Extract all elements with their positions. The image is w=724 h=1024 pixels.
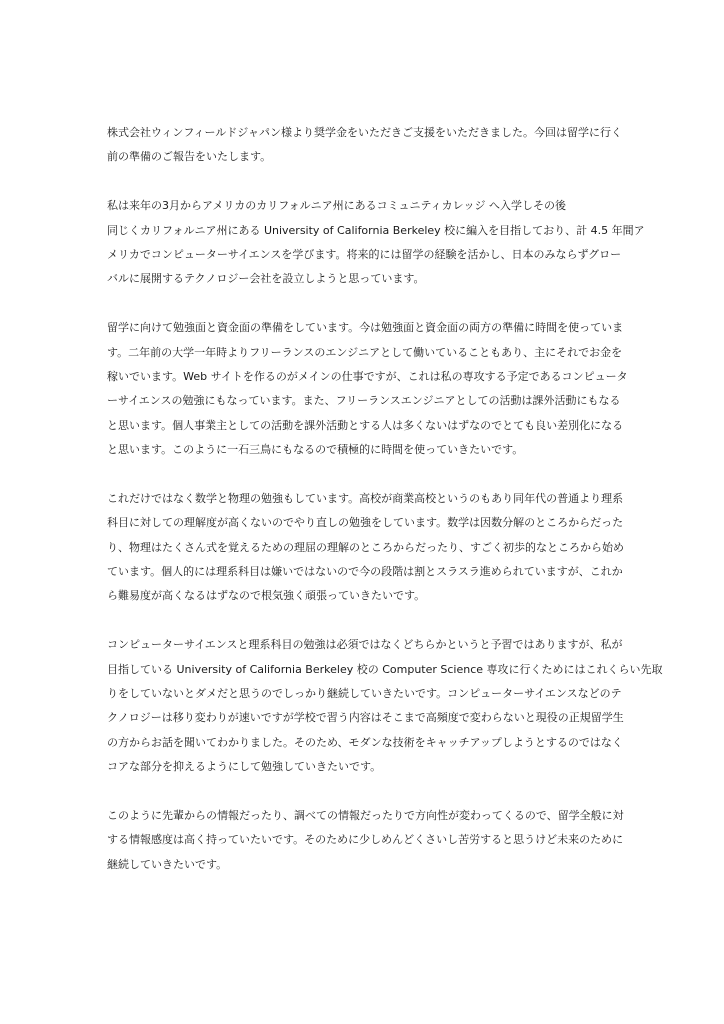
text-line: の方からお話を聞いてわかりました。そのため、モダンな技術をキャッチアップしようとするのではなく: [107, 735, 623, 749]
text-line: ています。個人的には理系科目は嫌いではないので今の段階は割とスラスラ進められていますが、これか: [107, 565, 623, 579]
text-line: コンピューターサイエンスと理系科目の勉強は必須ではなくどちらかというと予習ではありますが、私が: [107, 638, 623, 652]
text-line: バルに展開するテクノロジー会社を設立しようと思っています。: [107, 272, 425, 286]
text-line: メリカでコンピューターサイエンスを学びます。将来的には留学の経験を活かし、日本のみならずグロー: [107, 247, 622, 261]
text-line: これだけではなく数学と物理の勉強もしています。高校が商業高校というのもあり同年代の普通より理系: [107, 491, 624, 505]
text-line: 稼いでいます。Web サイトを作るのがメインの仕事ですが、これは私の専攻する予定であるコンピュータ: [107, 369, 628, 383]
text-line: 同じくカリフォルニア州にある University of California Berkeley 校に編入を目指しており、計 4.5 年間ア: [107, 223, 645, 237]
text-line: 目指している University of California Berkeley 校の Computer Science 専攻に行くためにはこれくらい先取: [107, 662, 663, 676]
paragraph-cs-study: [107, 633, 663, 779]
text-line: 私は来年の3月からアメリカのカリフォルニア州にあるコミュニティカレッジ へ入学しその後: [107, 199, 566, 213]
text-line: りをしていないとダメだと思うのでしっかり継続していきたいです。コンピューターサイエンスなどのテ: [107, 686, 622, 700]
paragraph-plan: [107, 194, 645, 292]
document-body: [107, 121, 663, 902]
text-line: このように先輩からの情報だったり、調べての情報だったりで方向性が変わってくるので、留学全般に対: [107, 808, 624, 822]
text-line: 株式会社ウィンフィールドジャパン様より奨学金をいただきご支援をいただきました。今回は留学に行く: [107, 126, 623, 139]
text-line: コアな部分を抑えるようにして勉強していきたいです。: [107, 760, 382, 774]
text-line: 科目に対しての理解度が高くないのでやり直しの勉強をしています。数学は因数分解のところからだった: [107, 516, 624, 530]
text-line: と思います。このように一石三鳥にもなるので積極的に時間を使っていきたいです。: [107, 443, 524, 457]
text-line: り、物理はたくさん式を覚えるための理屈の理解のところからだったり、すごく初歩的なところから始め: [107, 540, 624, 554]
text-line: 前の準備のご報告をいたします。: [107, 150, 272, 164]
text-line: と思います。個人事業主としての活動を課外活動とする人は多くないはずなのでとても良い差別化になる: [107, 418, 624, 432]
paragraph-intro: [107, 121, 631, 170]
paragraph-math-physics: [107, 487, 631, 609]
text-line: 継続していきたいです。: [107, 857, 228, 871]
paragraph-preparation: [107, 316, 631, 462]
text-line: する情報感度は高く持っていたいです。そのために少しめんどくさいし苦労すると思うけど未来のために: [107, 833, 624, 847]
text-line: クノロジーは移り変わりが速いですが学校で習う内容はそこまで高頻度で変わらないと現役の正規留学生: [107, 711, 624, 725]
text-line: ら難易度が高くなるはずなので根気強く頑張っていきたいです。: [107, 589, 426, 603]
text-line: ーサイエンスの勉強にもなっています。また、フリーランスエンジニアとしての活動は課外活動にもなる: [107, 394, 621, 408]
text-line: す。二年前の大学一年時よりフリーランスのエンジニアとして働いていることもあり、主にそれでお金を: [107, 345, 623, 359]
text-line: 留学に向けて勉強面と資金面の準備をしています。今は勉強面と資金面の両方の準備に時間を使っていま: [107, 321, 624, 335]
paragraph-conclusion: [107, 804, 631, 877]
